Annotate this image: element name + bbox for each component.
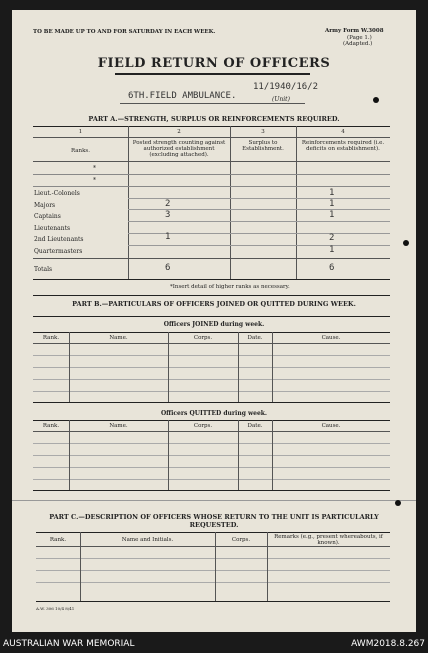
rank-label: 2nd Lieutenants [34, 236, 84, 243]
col-num-1: 1 [78, 129, 83, 135]
rule [33, 379, 390, 380]
col-num-2: 2 [177, 129, 181, 135]
part-a-footnote: *Insert detail of higher ranks as necessary. [170, 284, 290, 290]
page-title: FIELD RETURN OF OFFICERS [97, 56, 331, 71]
punch-hole [403, 240, 409, 246]
vline [69, 420, 70, 490]
rule [36, 558, 390, 559]
rule [33, 420, 390, 421]
rule [36, 582, 390, 583]
vline [267, 532, 268, 601]
row-rule [33, 258, 390, 259]
row-star-1: * [93, 165, 96, 172]
reinf-value: 1 [329, 210, 335, 220]
rule [36, 532, 390, 533]
rank-label: Quartermasters [34, 248, 83, 255]
reinf-value: 1 [329, 188, 335, 198]
rule [33, 479, 390, 480]
vline [69, 332, 70, 402]
posted-total: 6 [165, 263, 171, 273]
vline [272, 332, 273, 402]
col-num-4: 4 [341, 129, 345, 135]
col-num-rule [33, 137, 390, 138]
header-rule [33, 161, 390, 162]
rule [36, 601, 390, 602]
rule [36, 570, 390, 571]
rule [33, 391, 390, 392]
unit-name: 6TH.FIELD AMBULANCE. [128, 91, 237, 101]
title-underline [115, 73, 310, 75]
unit-ref: 11/1940/16/2 [253, 82, 319, 92]
reinf-value: 1 [329, 245, 335, 255]
col-corps: Corps. [193, 335, 213, 341]
form-adapted: (Adapted.) [343, 41, 373, 47]
part-a-vline-2 [230, 126, 231, 279]
part-b-heading: PART B.—PARTICULARS OF OFFICERS JOINED OR QUITTED DURING WEEK. [72, 300, 356, 308]
row-rule [33, 186, 390, 187]
col-rank: Rank. [42, 335, 60, 341]
col-rank: Rank. [42, 423, 60, 429]
col-date: Date. [247, 335, 263, 341]
archive-footer [0, 637, 428, 653]
col-name: Name. [109, 335, 128, 341]
header-reinforcements: Reinforcements required (i.e. deficits on establishment). [301, 140, 385, 152]
rule [33, 343, 390, 344]
rule [33, 332, 390, 333]
col-rank: Rank. [49, 537, 67, 543]
row-rule [128, 221, 390, 222]
row-rule [33, 174, 390, 175]
row-rule [128, 245, 390, 246]
reinf-total: 6 [329, 263, 335, 273]
rank-label: Lieutenants [34, 225, 71, 232]
col-cause: Cause. [321, 423, 341, 429]
vline [80, 532, 81, 601]
reinf-value: 2 [329, 233, 335, 243]
rule [33, 443, 390, 444]
col-name: Name. [109, 423, 128, 429]
footer-right: AWM2018.8.267 [351, 639, 425, 649]
rule [33, 455, 390, 456]
header-ranks: Ranks. [71, 148, 90, 154]
posted-value: 2 [165, 199, 171, 209]
rule [33, 367, 390, 368]
col-corps: Corps. [193, 423, 213, 429]
row-star-2: * [93, 177, 96, 184]
fold-line [12, 500, 416, 501]
part-c-heading-1: PART C.—DESCRIPTION OF OFFICERS WHOSE RETURN TO THE UNIT IS PARTICULARLY [49, 513, 379, 521]
reinf-value: 1 [329, 199, 335, 209]
header-posted: Posted strength counting against authorized establishment (excluding attached). [132, 140, 226, 158]
col-name-initials: Name and Initials. [121, 537, 174, 543]
col-date: Date. [247, 423, 263, 429]
rank-label: Majors [34, 202, 56, 209]
col-corps: Corps. [231, 537, 251, 543]
rule [33, 355, 390, 356]
quitted-title: Officers QUITTED during week. [160, 410, 268, 417]
rank-label: Captains [34, 213, 61, 220]
vline [215, 532, 216, 601]
part-a-bottom-rule [33, 279, 390, 280]
print-code: A.W. 306 10/4 8/41 [36, 606, 75, 611]
form-name: Army Form W.3008 [325, 28, 384, 34]
col-cause: Cause. [321, 335, 341, 341]
punch-hole [373, 97, 379, 103]
posted-value: 3 [165, 210, 171, 220]
rule [33, 467, 390, 468]
rule [33, 490, 390, 491]
vline [272, 420, 273, 490]
header-note: TO BE MADE UP TO AND FOR SATURDAY IN EACH WEEK. [33, 29, 216, 35]
vline [238, 420, 239, 490]
rank-label: Lieut.-Colonels [34, 190, 80, 197]
rule [36, 546, 390, 547]
vline [238, 332, 239, 402]
vline [168, 420, 169, 490]
rule [33, 402, 390, 403]
header-surplus: Surplus to Establishment. [242, 140, 284, 152]
part-a-top-rule [33, 126, 390, 127]
part-a-heading: PART A.—STRENGTH, SURPLUS OR REINFORCEMENTS REQUIRED. [88, 115, 340, 123]
part-c-heading-2: REQUESTED. [189, 521, 239, 529]
unit-label: (Unit) [272, 96, 290, 103]
part-a-vline-1 [128, 126, 129, 279]
punch-hole [395, 500, 401, 506]
joined-title: Officers JOINED during week. [163, 321, 265, 328]
totals-label: Totals [34, 266, 53, 273]
footer-left: AUSTRALIAN WAR MEMORIAL [3, 639, 135, 649]
col-remarks: Remarks (e.g., present whereabouts, if known). [274, 534, 383, 546]
rule [33, 316, 390, 317]
col-num-3: 3 [261, 129, 265, 135]
part-a-vline-3 [296, 126, 297, 279]
rule [33, 431, 390, 432]
vline [168, 332, 169, 402]
posted-value: 1 [165, 232, 171, 242]
unit-underline [120, 103, 305, 104]
part-b-top-rule [33, 295, 390, 296]
form-page: (Page 1.) [347, 35, 372, 41]
